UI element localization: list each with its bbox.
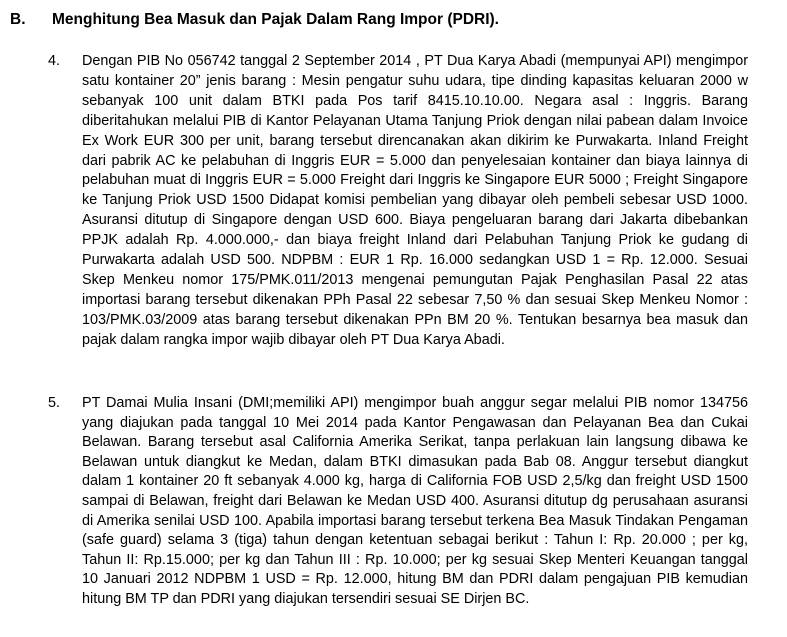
problem-text: PT Damai Mulia Insani (DMI;memiliki API) mengimpor buah anggur segar melalui PIB nomor 134756 yang diajukan pada tanggal 10 Mei 2014 pada Kantor Pengawasan dan Pelayanan Bea dan Cukai Belawan. Barang tersebut asal California Amerika Serikat, tanpa perlakuan lain langsung dibawa ke Belawan untuk diangkut ke Medan, dalam BTKI dimasukan pada Bab 08. Anggur tersebut diangkut dalam 1 kontainer 20 ft sebanyak 4.000 kg, harga di California FOB USD 2,5/kg dan freight USD 1500 sampai di Belawan, freight dari Belawan ke Medan USD 400. Asuransi ditutup dg perusahaan asuransi di Amerika senilai USD 100. Apabila importasi barang tersebut terkena Bea Masuk Tindakan Pengaman (safe guard) selama 3 (tiga) tahun dengan ketentuan sebagai berikut : Tahun I: Rp. 20.000 ; per kg, Tahun II: Rp.15.000; per kg dan Tahun III : Rp. 10.000; per kg sesuai Skep Menteri Keuangan tanggal 10 Januari 2012 NDPBM 1 USD = Rp. 12.000, hitung BM dan PDRI dalam pengajuan PIB kemudian hitung BM TP dan PDRI yang diajukan tersendiri sesuai SE Dirjen BC. (82, 395, 748, 607)
problem-item (48, 52, 748, 351)
problem-text: Dengan PIB No 056742 tanggal 2 September 2014 , PT Dua Karya Abadi (mempunyai API) mengimpor satu kontainer 20” jenis barang : Mesin pengatur suhu udara, tipe dinding kapasitas keluaran 2000 w sebanyak 100 unit dalam BTKI pada Pos tarif 8415.10.10.00. Negara asal : Inggris. Barang diberitahukan melalui PIB di Kantor Pelayanan Utama Tanjung Priok dengan nilai pabean dalam Invoice Ex Work EUR 300 per unit, barang tersebut direncanakan akan dikirim ke Purwakarta. Inland Freight dari pabrik AC ke pelabuhan di Inggris EUR = 5.000 dan penyelesaian kontainer dan biaya lainnya di pelabuhan muat di Inggris EUR = 5.000 Freight dari Inggris ke Singapore EUR 5000 ; Freight Singapore ke Tanjung Priok USD 1500 Didapat komisi pembelian yang dibayar oleh pembeli sebesar USD 1000. Asuransi ditutup di Singapore dengan USD 600. Biaya pengeluaran barang dari Jakarta dibebankan PPJK adalah Rp. 4.000.000,- dan biaya freight Inland dari Pelabuhan Tanjung Priok ke gudang di Purwakarta adalah USD 500. NDPBM : EUR 1 Rp. 16.000 sedangkan USD 1 = Rp. 12.000. Sesuai Skep Menkeu nomor 175/PMK.011/2013 mengenai pemungutan Pajak Penghasilan Pasal 22 atas importasi barang tersebut dikenakan PPh Pasal 22 sebesar 7,50 % dan sesuai Skep Menkeu Nomor : 103/PMK.03/2009 atas barang tersebut dikenakan PPn BM 20 %. Tentukan besarnya bea masuk dan pajak dalam rangka impor wajib dibayar oleh PT Dua Karya Abadi. (82, 53, 748, 348)
section-title: Menghitung Bea Masuk dan Pajak Dalam Rang Impor (PDRI). (52, 11, 499, 28)
problem-number: 5. (48, 395, 61, 411)
section-letter: B. (10, 11, 26, 28)
section-heading (10, 10, 499, 30)
problem-item (48, 394, 748, 610)
problem-number: 4. (48, 53, 61, 69)
